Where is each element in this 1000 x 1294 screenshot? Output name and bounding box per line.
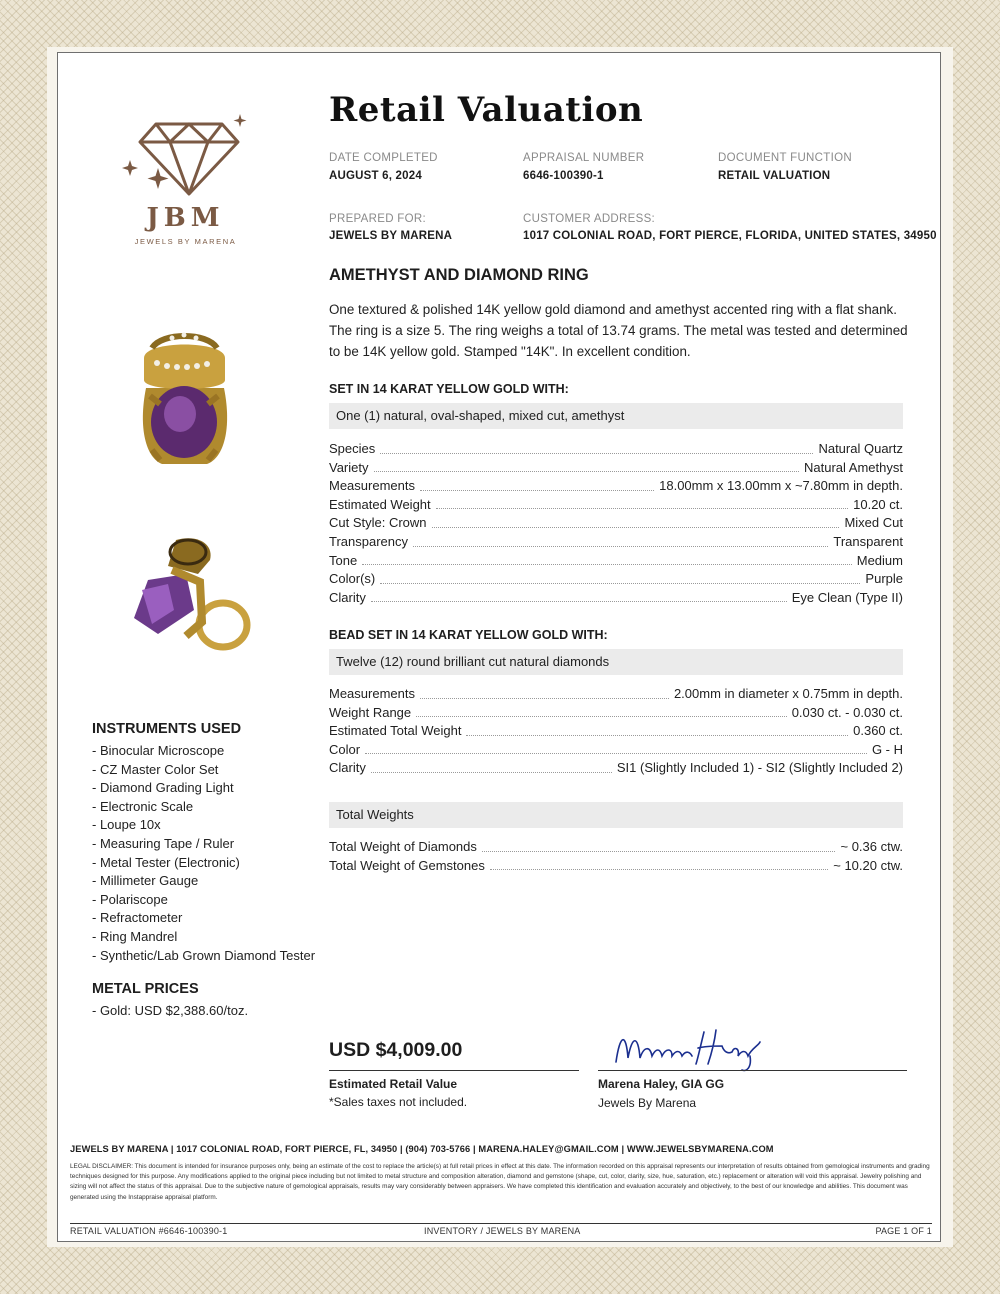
gem-spec-row (329, 514, 903, 533)
instrument-item: - Electronic Scale (92, 798, 194, 814)
dot-leader (416, 704, 787, 718)
diamond-spec-value: 0.030 ct. - 0.030 ct. (791, 704, 903, 720)
gem-spec-row (329, 459, 903, 478)
gem-spec-key: Variety (329, 459, 369, 475)
document-function-label: DOCUMENT FUNCTION (718, 152, 852, 164)
dot-leader (482, 838, 836, 852)
diamond-spec-value: SI1 (Slightly Included 1) - SI2 (Slightly Included 2) (616, 760, 903, 776)
instrument-item: - Millimeter Gauge (92, 873, 199, 889)
diamond-spec-key: Clarity (329, 760, 366, 776)
gem-spec-key: Cut Style: Crown (329, 515, 427, 531)
diamond-section-heading: BEAD SET IN 14 KARAT YELLOW GOLD WITH: (329, 628, 608, 642)
diamond-spec-key: Measurements (329, 686, 415, 701)
document-function-value: RETAIL VALUATION (718, 170, 831, 182)
dot-leader (380, 440, 813, 454)
dot-leader (371, 589, 787, 603)
dot-leader (365, 741, 867, 755)
total-weight-key: Total Weight of Gemstones (329, 857, 485, 873)
gem-spec-row (329, 496, 903, 515)
gem-spec-value: 18.00mm x 13.00mm x ~7.80mm in depth. (659, 478, 903, 494)
gem-spec-row (329, 589, 903, 608)
ring-side-image (128, 530, 253, 652)
gem-spec-value: Natural Amethyst (804, 459, 903, 475)
prepared-for-label: PREPARED FOR: (329, 213, 426, 225)
date-value: AUGUST 6, 2024 (329, 170, 422, 182)
total-weight-key: Total Weight of Diamonds (329, 839, 477, 854)
gem-spec-key: Color(s) (329, 571, 376, 587)
diamond-spec-value: G - H (871, 741, 903, 757)
gem-section-band: One (1) natural, oval-shaped, mixed cut, amethyst (329, 403, 903, 429)
dot-leader (420, 477, 654, 491)
footer-contact: JEWELS BY MARENA | 1017 COLONIAL ROAD, FORT PIERCE, FL, 34950 | (904) 703-5766 | MARENA.HALEY@GMAIL.COM | WWW.JEWELSBYMARENA.COM (70, 1144, 774, 1154)
gem-spec-row (329, 477, 903, 496)
gem-spec-key: Measurements (329, 478, 415, 494)
diamond-spec-value: 2.00mm in diameter x 0.75mm in depth. (673, 686, 903, 701)
diamond-spec-value: 0.360 ct. (853, 723, 903, 739)
instrument-item: - Metal Tester (Electronic) (92, 854, 240, 870)
gem-spec-value: Mixed Cut (844, 515, 903, 531)
item-description: One textured & polished 14K yellow gold diamond and amethyst accented ring with a flat shank. The ring is a size 5. The ring weighs a total of 13.74 grams. The metal was tested and determined to be 14K yellow gold. Stamped "14K". In excellent condition. (329, 302, 908, 359)
estimated-retail-label: Estimated Retail Value (329, 1077, 458, 1091)
gem-spec-key: Clarity (329, 589, 366, 605)
gem-spec-key: Estimated Weight (329, 496, 431, 512)
diamond-spec-row (329, 685, 903, 704)
signer-name: Marena Haley, GIA GG (598, 1077, 725, 1091)
dot-leader (466, 722, 848, 736)
instrument-item: - Measuring Tape / Ruler (92, 835, 235, 851)
signature-image (610, 1024, 770, 1074)
dot-leader (436, 496, 848, 510)
dot-leader (371, 759, 612, 773)
signer-company: Jewels By Marena (598, 1096, 697, 1110)
item-title: AMETHYST AND DIAMOND RING (329, 266, 589, 284)
instrument-item: - Polariscope (92, 891, 168, 907)
document-title: Retail Valuation (329, 90, 644, 130)
total-weight-value: ~ 10.20 ctw. (833, 857, 903, 873)
dot-leader (413, 533, 828, 547)
total-weight-row (329, 857, 903, 876)
instrument-item: - Synthetic/Lab Grown Diamond Tester (92, 947, 316, 963)
appraisal-number-value: 6646-100390-1 (523, 170, 604, 182)
gem-spec-value: Transparent (833, 534, 903, 549)
metal-prices-heading: METAL PRICES (92, 981, 199, 997)
logo-mark: JBM (146, 203, 225, 233)
instrument-item: - Loupe 10x (92, 817, 161, 833)
gem-spec-value: Purple (865, 571, 903, 587)
customer-address-value: 1017 COLONIAL ROAD, FORT PIERCE, FLORIDA, UNITED STATES, 34950 (523, 230, 937, 242)
gem-spec-row (329, 552, 903, 571)
instrument-item: - Ring Mandrel (92, 928, 178, 944)
footer-rule (70, 1223, 932, 1224)
retail-price: USD $4,009.00 (329, 1039, 463, 1061)
instrument-item: - Binocular Microscope (92, 743, 225, 758)
tax-note: *Sales taxes not included. (329, 1095, 468, 1109)
diamond-spec-key: Estimated Total Weight (329, 723, 462, 739)
gem-spec-value: Eye Clean (Type II) (791, 589, 903, 605)
total-weight-value: ~ 0.36 ctw. (840, 839, 903, 854)
dot-leader (374, 459, 800, 473)
logo-tagline: JEWELS BY MARENA (134, 237, 237, 246)
instruments-heading: INSTRUMENTS USED (92, 721, 242, 737)
diamond-spec-key: Weight Range (329, 704, 412, 720)
price-rule (329, 1070, 579, 1071)
gem-spec-value: 10.20 ct. (853, 496, 903, 512)
dot-leader (420, 685, 669, 699)
ring-front-image (132, 318, 237, 466)
diamond-spec-key: Color (329, 741, 361, 757)
instrument-item: - Diamond Grading Light (92, 780, 234, 796)
prepared-for-value: JEWELS BY MARENA (329, 230, 453, 242)
instrument-item: - CZ Master Color Set (92, 761, 219, 777)
diamond-spec-row (329, 704, 903, 723)
diamond-spec-row (329, 759, 903, 778)
gem-spec-row (329, 533, 903, 552)
legal-disclaimer: LEGAL DISCLAIMER: This document is intended for insurance purposes only, being an estimate of the cost to replace the article(s) at full retail prices in effect at this date. The information recorded on this appraisal represents our interpretation of results obtained from gemological instruments and grading techniques designed for this purpose. Any modifications applied to the original piece including but not limited to metal structure and composition alteration, diamond and gemstone (shape, cut, color, clarity, size, hue, saturation, etc.) replacement or alteration will void this appraisal. Jewelry polishing and sizing will not affect the status of this appraisal. Due to the subjective nature of gemological appraisals, results may vary considerably between appraisers. We have completed this identification and evaluation accurately and objectively, to the best of our knowledge and abilities. This document was generated using the Instappraise appraisal platform. (70, 1163, 930, 1201)
gem-spec-key: Transparency (329, 534, 408, 549)
dot-leader (490, 857, 828, 871)
dot-leader (380, 570, 860, 584)
footer-left: RETAIL VALUATION #6646-100390-1 (70, 1226, 228, 1236)
gem-spec-value: Medium (856, 552, 903, 568)
gold-price: - Gold: USD $2,388.60/toz. (92, 1003, 249, 1018)
dot-leader (362, 552, 852, 566)
diamond-section-band: Twelve (12) round brilliant cut natural diamonds (329, 649, 903, 675)
totals-band: Total Weights (329, 802, 903, 828)
appraisal-number-label: APPRAISAL NUMBER (523, 152, 645, 164)
footer-center: INVENTORY / JEWELS BY MARENA (424, 1226, 581, 1236)
date-label: DATE COMPLETED (329, 152, 438, 164)
footer-page: PAGE 1 OF 1 (875, 1226, 932, 1236)
gem-spec-row (329, 440, 903, 459)
gem-spec-row (329, 570, 903, 589)
diamond-spec-row (329, 722, 903, 741)
gem-spec-value: Natural Quartz (818, 441, 903, 456)
dot-leader (432, 514, 840, 528)
total-weight-row (329, 838, 903, 857)
instruments-list (92, 742, 315, 965)
gem-spec-key: Species (329, 441, 376, 456)
instrument-item: - Refractometer (92, 910, 183, 926)
signature-rule (598, 1070, 907, 1071)
diamond-spec-row (329, 741, 903, 760)
gem-section-heading: SET IN 14 KARAT YELLOW GOLD WITH: (329, 382, 569, 396)
gem-spec-key: Tone (329, 552, 358, 568)
customer-address-label: CUSTOMER ADDRESS: (523, 213, 656, 225)
